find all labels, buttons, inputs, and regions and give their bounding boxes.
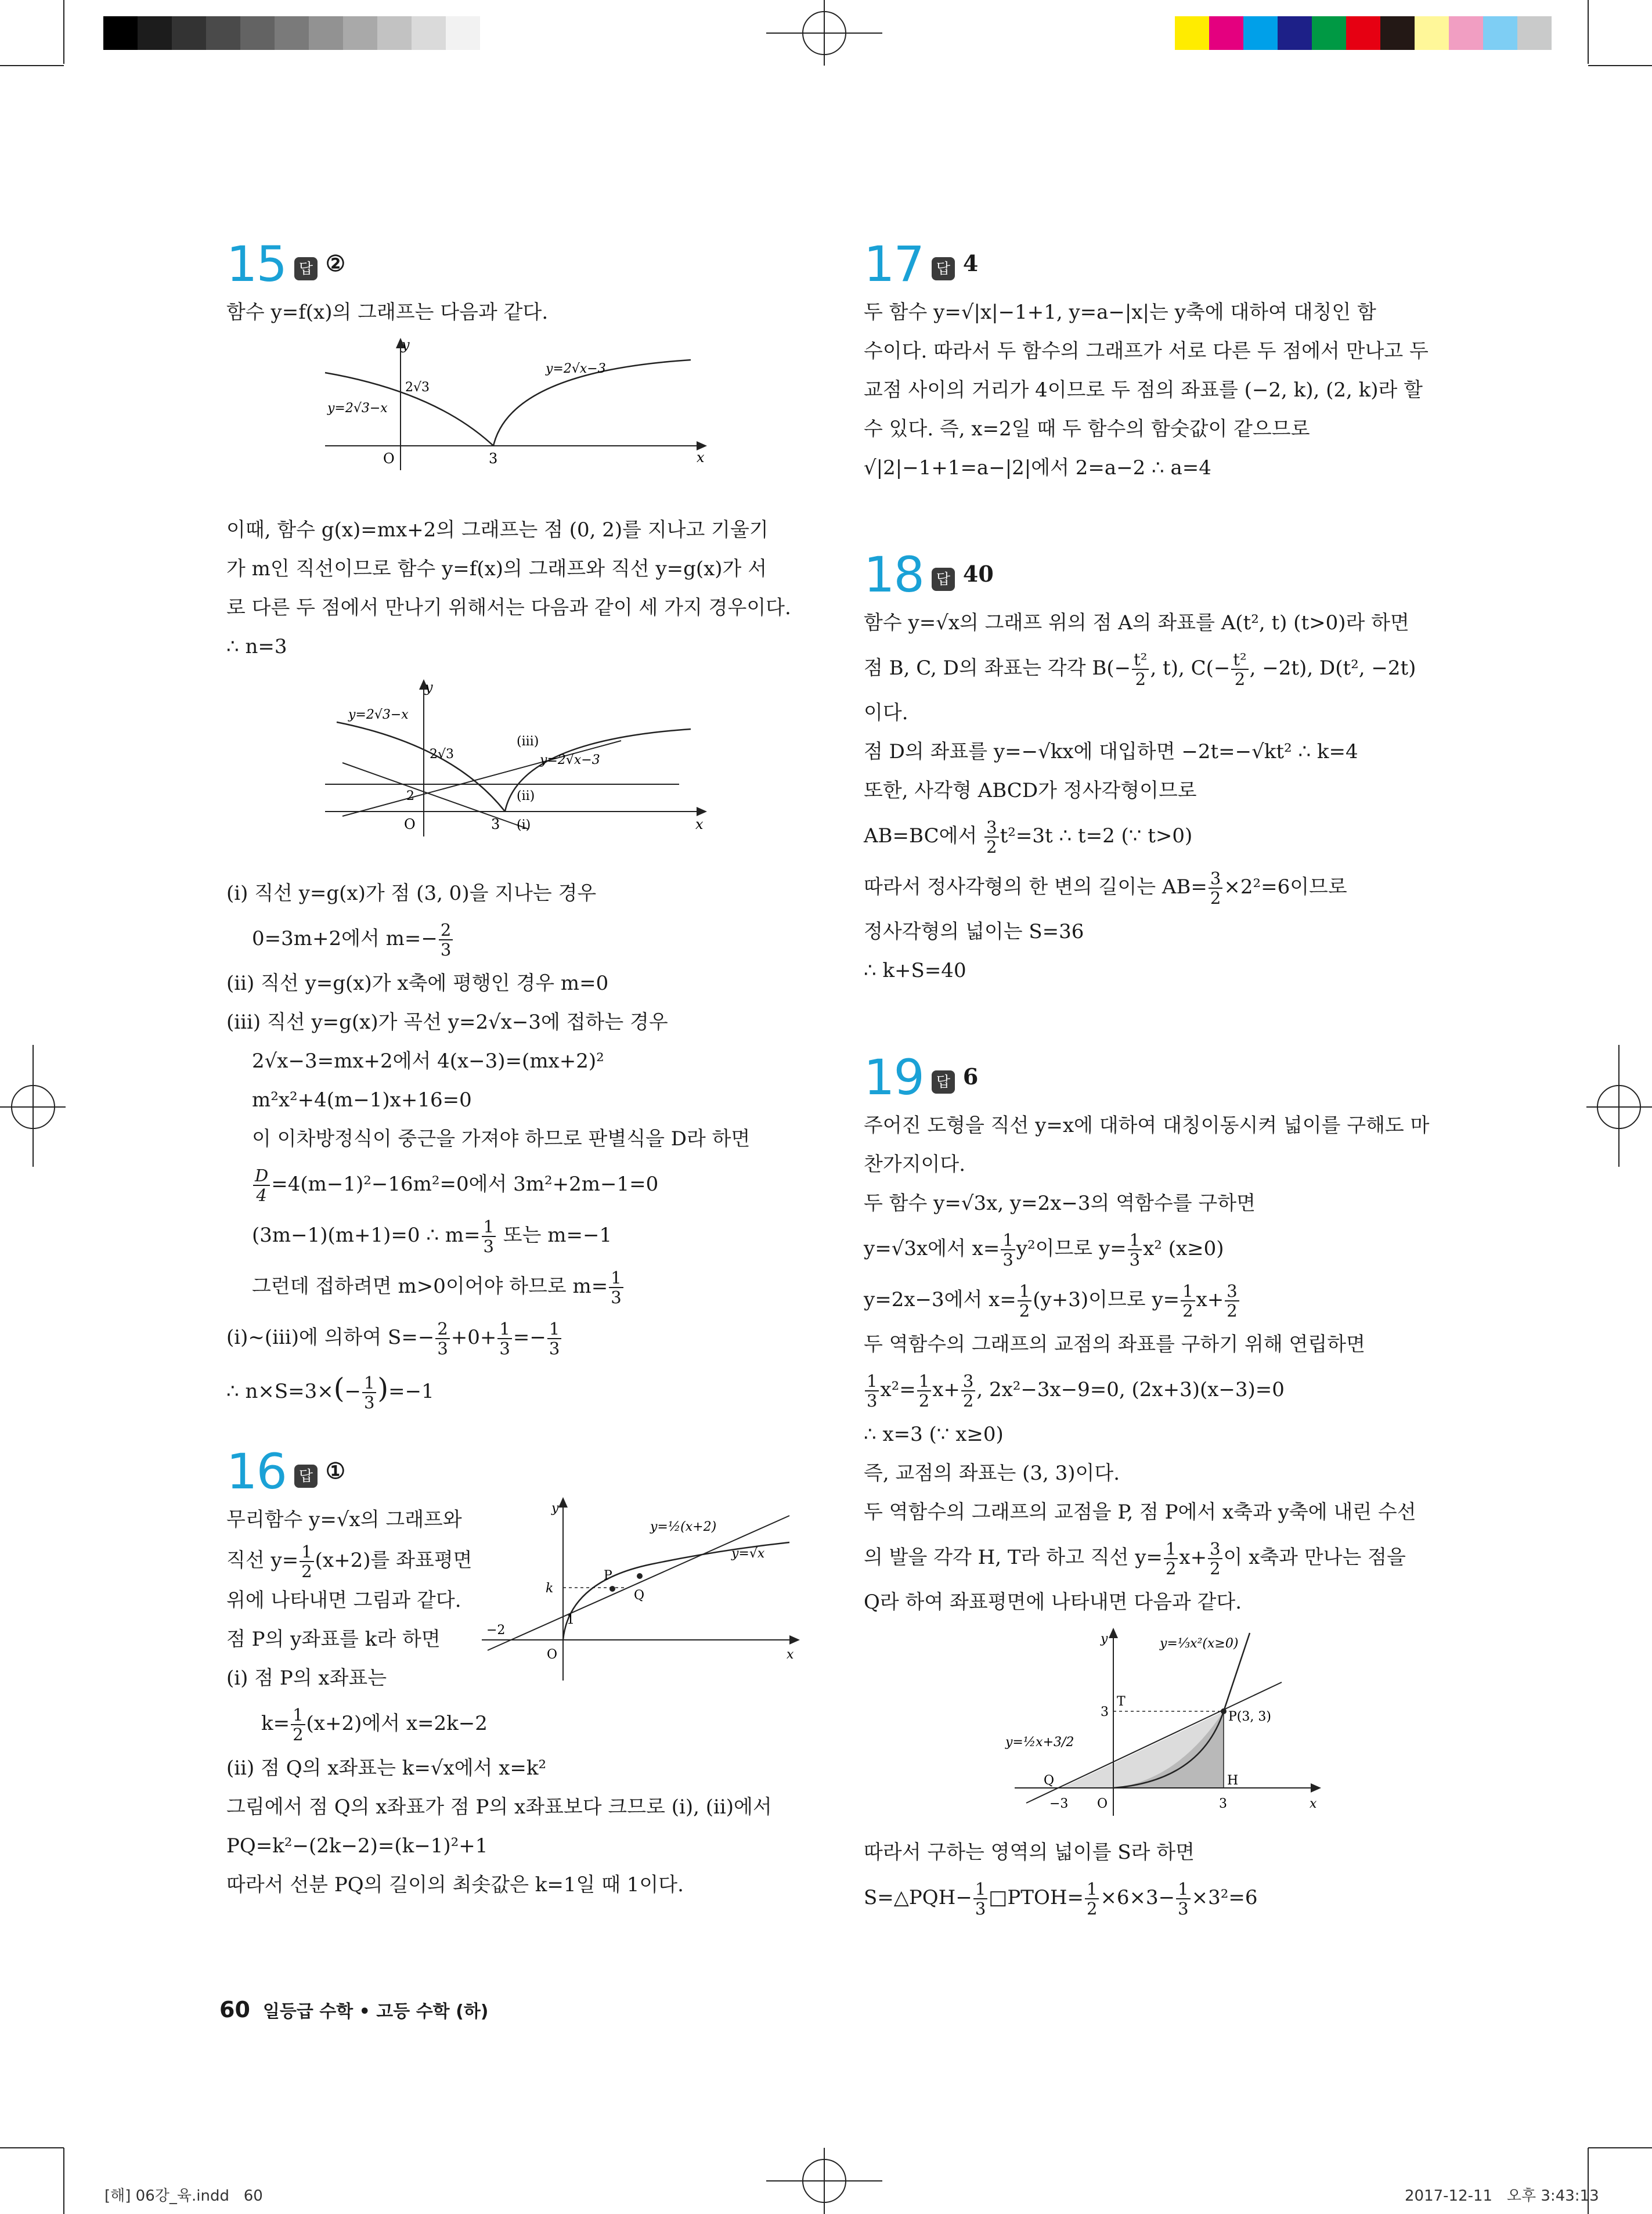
color-swatch-0 xyxy=(1175,16,1209,50)
q17-line-3: 교점 사이의 거리가 4이므로 두 점의 좌표를 (−2, k), (2, k)라 할 xyxy=(864,378,1423,402)
q19-line-1: 주어진 도형을 직선 y=x에 대하여 대칭이동시켜 넓이를 구해도 마 xyxy=(864,1114,1430,1137)
q19-line-6: 두 역함수의 그래프의 교점의 좌표를 구하기 위해 연립하면 xyxy=(864,1333,1365,1356)
gray-swatch-1 xyxy=(138,16,172,50)
q17-line-5: √|2|−1+1=a−|2|에서 2=a−2 ∴ a=4 xyxy=(864,456,1211,479)
q16-line-6: k= $\frac{1}{2}$ (x+2)에서 x=2k−2 xyxy=(261,1705,488,1744)
svg-text:y=√x: y=√x xyxy=(731,1546,765,1561)
gray-swatch-3 xyxy=(206,16,240,50)
q16-graph xyxy=(476,1495,801,1686)
q15-tangent: 그런데 접하려면 m>0이어야 하므로 m= $\frac{1}{3}$ xyxy=(226,1261,807,1312)
q19-line-14: S=△PQH− $\frac{1}{3}$ □PTOH= $\frac{1}{2}$ ×6×3− $\frac{1}{3}$ ×3²=6 xyxy=(864,1879,1258,1919)
q18-line-8: 정사각형의 넓이는 S=36 xyxy=(864,920,1084,943)
svg-text:Q: Q xyxy=(634,1588,645,1603)
svg-text:k: k xyxy=(546,1581,554,1596)
answer-badge: 답 xyxy=(294,1465,318,1488)
q15-graph-1 xyxy=(319,337,726,476)
svg-text:(iii): (iii) xyxy=(517,734,539,749)
q16-line-4: 점 P의 y좌표를 k라 하면 xyxy=(226,1628,441,1651)
answer-badge: 답 xyxy=(932,257,955,280)
gray-swatch-4 xyxy=(240,16,275,50)
svg-text:y: y xyxy=(551,1501,559,1516)
color-swatch-5 xyxy=(1346,16,1380,50)
svg-text:2: 2 xyxy=(406,789,414,803)
answer-badge: 답 xyxy=(932,1070,955,1094)
q15-case-3-text: 이 이차방정식이 중근을 가져야 하므로 판별식을 D라 하면 xyxy=(252,1127,751,1151)
svg-text:1: 1 xyxy=(567,1613,575,1627)
origin-label: O xyxy=(383,450,395,467)
svg-text:y=½x+3/2: y=½x+3/2 xyxy=(1005,1735,1074,1750)
svg-text:Q: Q xyxy=(1044,1773,1055,1788)
color-swatch-3 xyxy=(1278,16,1312,50)
svg-text:x: x xyxy=(1310,1797,1317,1811)
file-slug: [해] 06강_육.indd 60 xyxy=(104,2187,263,2205)
gray-swatch-0 xyxy=(103,16,138,50)
gray-swatch-9 xyxy=(412,16,446,50)
q15-discriminant: $\frac{D}{4}$ =4(m−1)²−16m²=0에서 3m²+2m−1=0 xyxy=(226,1159,807,1210)
q19-line-13: 따라서 구하는 영역의 넓이를 S라 하면 xyxy=(864,1841,1195,1864)
q19-line-10: 두 역함수의 그래프의 교점을 P, 점 P에서 x축과 y축에 내린 수선 xyxy=(864,1501,1416,1524)
right-curve-label: y=2√x−3 xyxy=(546,362,606,376)
q17-number: 17 xyxy=(864,236,924,293)
svg-text:O: O xyxy=(547,1647,558,1662)
q19-line-3: 두 함수 y=√3x, y=2x−3의 역함수를 구하면 xyxy=(864,1192,1256,1215)
svg-text:T: T xyxy=(1117,1694,1126,1709)
gray-swatch-10 xyxy=(446,16,480,50)
q19-line-11: 의 발을 각각 H, T라 하고 직선 y= $\frac{1}{2}$ x+ $\frac{3}{2}$ 이 x축과 만나는 점을 xyxy=(864,1539,1406,1578)
gray-swatch-5 xyxy=(275,16,309,50)
q15-answer: ② xyxy=(325,250,345,276)
q15-para-3: 로 다른 두 점에서 만나기 위해서는 다음과 같이 세 가지 경우이다. xyxy=(226,596,791,619)
q16-answer: ① xyxy=(325,1458,345,1484)
q17-header xyxy=(864,235,1444,293)
svg-text:x: x xyxy=(787,1647,794,1662)
q18-line-3: 이다. xyxy=(864,701,908,724)
q15-para-4: ∴ n=3 xyxy=(226,635,287,658)
q17-answer: 4 xyxy=(962,250,979,276)
q16-line-3: 위에 나타내면 그림과 같다. xyxy=(226,1589,461,1612)
y-intercept-label: 2√3 xyxy=(405,380,430,395)
answer-badge: 답 xyxy=(294,257,318,280)
q19-answer: 6 xyxy=(962,1063,979,1090)
q15-sum: (i)~(iii)에 의하여 S=− $\frac{2}{3}$ +0+ $\frac{1}{3}$ =− $\frac{1}{3}$ xyxy=(226,1312,807,1363)
svg-text:y: y xyxy=(425,679,433,695)
q18-number: 18 xyxy=(864,546,924,603)
svg-text:(i): (i) xyxy=(517,818,531,832)
q15-result: ∴ n×S=3×(− $\frac{1}{3}$ )=−1 xyxy=(226,1372,434,1412)
svg-text:−2: −2 xyxy=(486,1623,506,1638)
q17-line-4: 수 있다. 즉, x=2일 때 두 함수의 함숫값이 같으므로 xyxy=(864,417,1310,441)
svg-text:3: 3 xyxy=(1219,1797,1227,1811)
q19-line-8: ∴ x=3 (∵ x≥0) xyxy=(864,1423,1004,1446)
q18-line-2: 점 B, C, D의 좌표는 각각 B(− $\frac{\text{t²}}{2}$ , t), C(− $\frac{\text{t²}}{2}$ , −2t), D(t², −2t) xyxy=(864,650,1416,689)
q15-case-3: (iii) 직선 y=g(x)가 곡선 y=2√x−3에 접하는 경우 xyxy=(226,1011,668,1034)
q15-factor: (3m−1)(m+1)=0 ∴ m= $\frac{1}{3}$ 또는 m=−1 xyxy=(252,1217,612,1256)
svg-text:y: y xyxy=(1101,1632,1108,1646)
color-swatch-2 xyxy=(1243,16,1278,50)
q19-graph xyxy=(1003,1624,1328,1822)
q18-line-6: AB=BC에서 $\frac{3}{2}$ t²=3t ∴ t=2 (∵ t>0) xyxy=(864,817,1193,857)
gray-swatch-7 xyxy=(343,16,377,50)
q16-line-1: 무리함수 y=√x의 그래프와 xyxy=(226,1508,462,1531)
svg-text:3: 3 xyxy=(491,816,500,832)
book-title: 일등급 수학 • 고등 수학 (하) xyxy=(262,2002,489,2022)
q16-header xyxy=(226,1443,807,1500)
page-number: 60 xyxy=(219,1997,250,2022)
gray-swatch-6 xyxy=(309,16,343,50)
q17-line-2: 수이다. 따라서 두 함수의 그래프가 서로 다른 두 점에서 만나고 두 xyxy=(864,340,1429,363)
q16-line-2: 직선 y= $\frac{1}{2}$ (x+2)를 좌표평면 xyxy=(226,1542,472,1581)
q19-number: 19 xyxy=(864,1049,924,1106)
q18-answer: 40 xyxy=(962,561,994,587)
q15-case-1-eq: 0=3m+2에서 m=− $\frac{2}{3}$ xyxy=(226,913,807,964)
q18-line-4: 점 D의 좌표를 y=−√kx에 대입하면 −2t=−√kt² ∴ k=4 xyxy=(864,740,1358,763)
print-timestamp: 2017-12-11 오후 3:43:13 xyxy=(1405,2187,1599,2205)
q15-case-1: (i) 직선 y=g(x)가 점 (3, 0)을 지나는 경우 xyxy=(226,882,597,905)
svg-text:y=½(x+2): y=½(x+2) xyxy=(650,1520,717,1534)
color-swatch-1 xyxy=(1209,16,1243,50)
color-bar xyxy=(1175,16,1552,50)
q17-line-1: 두 함수 y=√|x|−1+1, y=a−|x|는 y축에 대하여 대칭인 함 xyxy=(864,301,1376,324)
color-swatch-4 xyxy=(1312,16,1346,50)
q19-line-2: 찬가지이다. xyxy=(864,1153,966,1176)
page-footer xyxy=(219,1997,489,2022)
q18-line-9: ∴ k+S=40 xyxy=(864,959,966,982)
svg-text:y=2√x−3: y=2√x−3 xyxy=(540,753,600,767)
grayscale-bar xyxy=(103,16,480,50)
color-swatch-9 xyxy=(1483,16,1517,50)
svg-text:P(3, 3): P(3, 3) xyxy=(1228,1710,1271,1724)
q19-line-9: 즉, 교점의 좌표는 (3, 3)이다. xyxy=(864,1462,1120,1485)
q16-line-5: (i) 점 P의 x좌표는 xyxy=(226,1667,387,1690)
svg-text:−3: −3 xyxy=(1049,1797,1069,1811)
q15-header xyxy=(226,235,807,293)
q19-line-5: y=2x−3에서 x= $\frac{1}{2}$ (y+3)이므로 y= $\frac{1}{2}$ x+ $\frac{3}{2}$ xyxy=(864,1274,1444,1325)
gray-swatch-2 xyxy=(172,16,206,50)
q16-number: 16 xyxy=(226,1443,286,1500)
q16-line-7: (ii) 점 Q의 x좌표는 k=√x에서 x=k² xyxy=(226,1757,547,1780)
q15-para-1: 이때, 함수 g(x)=mx+2의 그래프는 점 (0, 2)를 지나고 기울기 xyxy=(226,518,769,542)
q15-graph-2 xyxy=(319,677,726,839)
svg-text:H: H xyxy=(1227,1773,1239,1788)
q16-line-10: 따라서 선분 PQ의 길이의 최솟값은 k=1일 때 1이다. xyxy=(226,1873,684,1896)
svg-text:O: O xyxy=(404,816,416,832)
q18-line-1: 함수 y=√x의 그래프 위의 점 A의 좌표를 A(t², t) (t>0)라 하면 xyxy=(864,611,1409,634)
q19-line-7: $\frac{1}{3}$ x²= $\frac{1}{2}$ x+ $\frac{3}{2}$ , 2x²−3x−9=0, (2x+3)(x−3)=0 xyxy=(864,1364,1444,1415)
q19-line-4: y=√3x에서 x= $\frac{1}{3}$ y²이므로 y= $\frac{1}{3}$ x² (x≥0) xyxy=(864,1230,1224,1270)
q18-line-5: 또한, 사각형 ABCD가 정사각형이므로 xyxy=(864,779,1197,802)
q19-line-12: Q라 하여 좌표평면에 나타내면 다음과 같다. xyxy=(864,1591,1242,1614)
svg-text:2√3: 2√3 xyxy=(430,747,455,762)
svg-text:3: 3 xyxy=(1101,1705,1109,1719)
q15-number: 15 xyxy=(226,236,286,293)
y-axis-label: y xyxy=(402,337,410,353)
svg-text:(ii): (ii) xyxy=(517,789,535,803)
q15-para-2: 가 m인 직선이므로 함수 y=f(x)의 그래프와 직선 y=g(x)가 서 xyxy=(226,557,767,580)
q19-header xyxy=(864,1048,1444,1106)
svg-text:y=2√3−x: y=2√3−x xyxy=(348,708,409,722)
gray-swatch-8 xyxy=(377,16,412,50)
q15-case-2: (ii) 직선 y=g(x)가 x축에 평행인 경우 m=0 xyxy=(226,972,609,995)
q15-case-3-eq-b: m²x²+4(m−1)x+16=0 xyxy=(252,1088,472,1112)
svg-text:x: x xyxy=(695,816,704,832)
color-swatch-6 xyxy=(1380,16,1415,50)
q16-line-9: PQ=k²−(2k−2)=(k−1)²+1 xyxy=(226,1834,488,1858)
left-curve-label: y=2√3−x xyxy=(327,401,388,416)
q18-line-7: 따라서 정사각형의 한 변의 길이는 AB= $\frac{3}{2}$ ×2²=6이므로 xyxy=(864,868,1347,908)
q18-header xyxy=(864,546,1444,603)
svg-text:O: O xyxy=(1097,1797,1108,1811)
q15-intro: 함수 y=f(x)의 그래프는 다음과 같다. xyxy=(226,301,549,324)
q16-line-8: 그림에서 점 Q의 x좌표가 점 P의 x좌표보다 크므로 (i), (ii)에서 xyxy=(226,1795,772,1819)
q15-case-3-eq-a: 2√x−3=mx+2에서 4(x−3)=(mx+2)² xyxy=(252,1050,604,1073)
svg-text:y=⅓x²(x≥0): y=⅓x²(x≥0) xyxy=(1160,1636,1239,1651)
left-column xyxy=(226,235,807,1905)
answer-badge: 답 xyxy=(932,568,955,591)
color-swatch-8 xyxy=(1449,16,1483,50)
svg-text:P: P xyxy=(604,1568,612,1583)
color-swatch-7 xyxy=(1415,16,1449,50)
x-axis-label: x xyxy=(697,449,705,466)
right-column xyxy=(864,235,1444,1923)
color-swatch-10 xyxy=(1517,16,1552,50)
tick-3-label: 3 xyxy=(489,450,498,467)
